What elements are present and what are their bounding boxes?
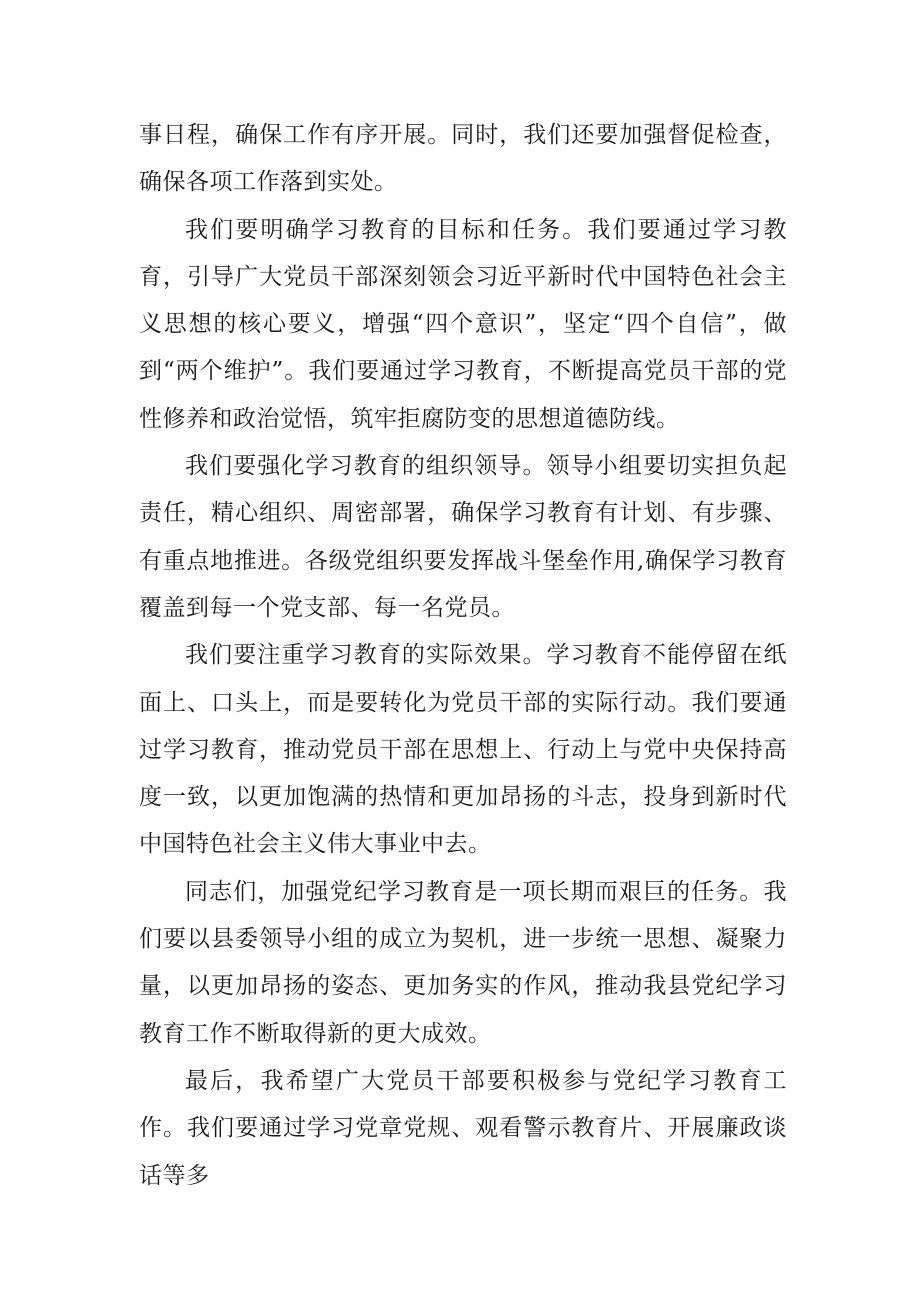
document-body <box>139 112 787 1200</box>
paragraph: 我们要明确学习教育的目标和任务。我们要通过学习教育，引导广大党员干部深刻领会习近平新时代中国特色社会主义思想的核心要义，增强“四个意识”，坚定“四个自信”，做到“两个维护”。我们要通过学习教育，不断提高党员干部的党性修养和政治觉悟，筑牢拒腐防变的思想道德防线。 <box>139 216 787 432</box>
paragraph: 最后，我希望广大党员干部要积极参与党纪学习教育工作。我们要通过学习党章党规、观看警示教育片、开展廉政谈话等多 <box>139 1067 787 1189</box>
paragraph: 我们要强化学习教育的组织领导。领导小组要切实担负起责任，精心组织、周密部署，确保学习教育有计划、有步骤、有重点地推进。各级党组织要发挥战斗堡垒作用,确保学习教育覆盖到每一个党支部、每一名党员。 <box>139 453 787 621</box>
paragraph-continuation: 事日程，确保工作有序开展。同时，我们还要加强督促检查，确保各项工作落到实处。 <box>139 122 787 196</box>
paragraph: 同志们，加强党纪学习教育是一项长期而艰巨的任务。我们要以县委领导小组的成立为契机，进一步统一思想、凝聚力量，以更加昂扬的姿态、更加务实的作风，推动我县党纪学习教育工作不断取得新的更大成效。 <box>139 878 787 1047</box>
paragraph: 我们要注重学习教育的实际效果。学习教育不能停留在纸面上、口头上，而是要转化为党员干部的实际行动。我们要通过学习教育，推动党员干部在思想上、行动上与党中央保持高度一致，以更加饱满的热情和更加昂扬的斗志，投身到新时代中国特色社会主义伟大事业中去。 <box>139 642 787 858</box>
